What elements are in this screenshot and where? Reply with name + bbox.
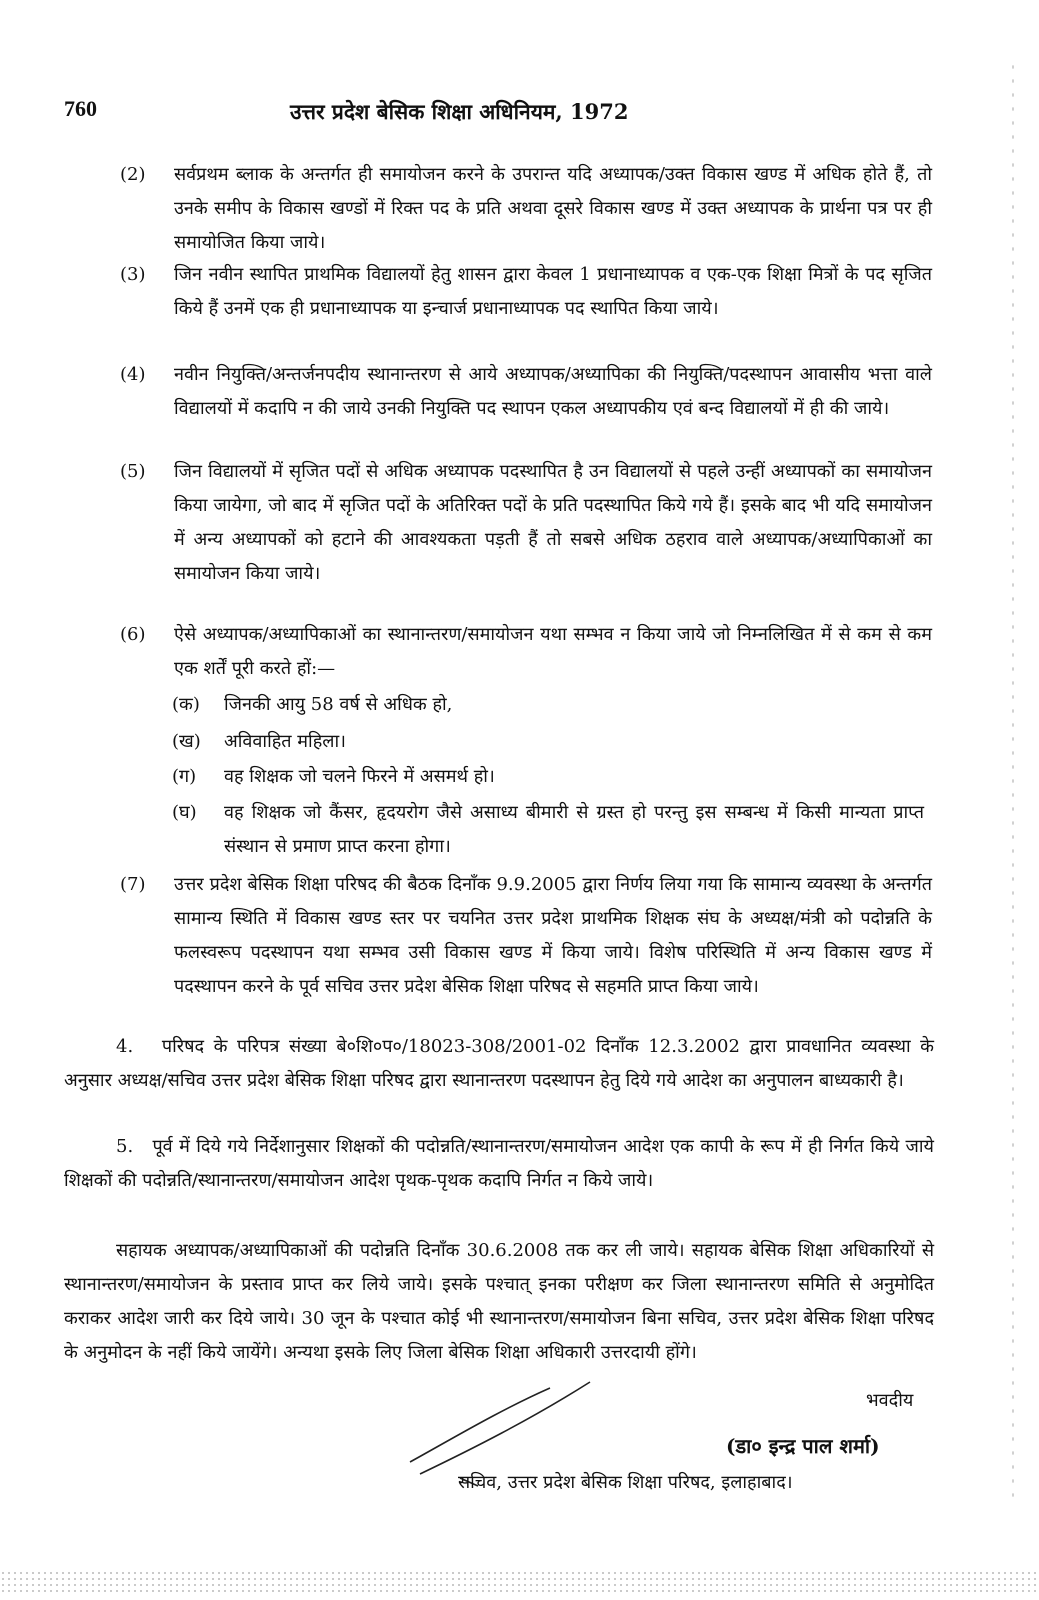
salutation: भवदीय <box>866 1390 914 1411</box>
paragraph-4 <box>64 1030 934 1098</box>
item-text: जिन नवीन स्थापित प्राथमिक विद्यालयों हेतु शासन द्वारा केवल 1 प्रधानाध्यापक व एक-एक शिक्षा मित्रों के पद सृजित किये हैं उनमें एक ही प्रधानाध्यापक या इन्चार्ज प्रधानाध्यापक पद स्थापित किया जाये। <box>174 264 932 319</box>
item-text: नवीन नियुक्ति/अन्तर्जनपदीय स्थानान्तरण से आये अध्यापक/अध्यापिका की नियुक्ति/पदस्थापन आवासीय भत्ता वाले विद्यालयों में कदापि न की जाये उनकी नियुक्ति पद स्थापन एकल अध्यापकीय एवं बन्द विद्यालयों में ही की जाये। <box>174 364 932 419</box>
sub-item-text: वह शिक्षक जो चलने फिरने में असमर्थ हो। <box>224 766 495 787</box>
sub-item-number: (घ) <box>172 802 197 823</box>
signatory-name: (डा० इन्द्र पाल शर्मा) <box>726 1434 880 1458</box>
item-text: सर्वप्रथम ब्लाक के अन्तर्गत ही समायोजन करने के उपरान्त यदि अध्यापक/उक्त विकास खण्ड में अधिक होते हैं, तो उनके समीप के विकास खण्डों में रिक्त पद के प्रति अथवा दूसरे विकास खण्ड में उक्त अध्यापक के प्रार्थना पत्र पर ही समायोजित किया जाये। <box>174 164 932 253</box>
item-number: (7) <box>120 874 146 895</box>
running-title: उत्तर प्रदेश बेसिक शिक्षा अधिनियम, 1972 <box>290 99 629 124</box>
paragraph-text: सहायक अध्यापक/अध्यापिकाओं की पदोन्नति दिनाँक 30.6.2008 तक कर ली जाये। सहायक बेसिक शिक्षा अधिकारियों से स्थानान्तरण/समायोजन के प्रस्ताव प्राप्त कर लिये जाये। इसके पश्चात् इनका परीक्षण कर जिला स्थानान्तरण समिति से अनुमोदित कराकर आदेश जारी कर दिये जाये। 30 जून के पश्चात कोई भी स्थानान्तरण/समायोजन बिना सचिव, उत्तर प्रदेश बेसिक शिक्षा परिषद के अनुमोदन के नहीं किये जायेंगे। अन्यथा इसके लिए जिला बेसिक शिक्षा अधिकारी उत्तरदायी होंगे। <box>64 1240 934 1363</box>
item-number: (6) <box>120 624 146 645</box>
item-text: ऐसे अध्यापक/अध्यापिकाओं का स्थानान्तरण/समायोजन यथा सम्भव न किया जाये जो निम्नलिखित में से कम से कम एक शर्तें पूरी करते हों:— <box>174 624 932 679</box>
item-text: जिन विद्यालयों में सृजित पदों से अधिक अध्यापक पदस्थापित है उन विद्यालयों से पहले उन्हीं अध्यापकों का समायोजन किया जायेगा, जो बाद में सृजित पदों के अतिरिक्त पदों के प्रति पदस्थापित किये गये हैं। इसके बाद भी यदि समायोजन में अन्य अध्यापकों को हटाने की आवश्यकता पड़ती हैं तो सबसे अधिक ठहराव वाले अध्यापक/अध्यापिकाओं का समायोजन किया जाये। <box>174 461 932 584</box>
sub-item-text: अविवाहित महिला। <box>224 731 346 752</box>
list-item <box>120 618 932 686</box>
scan-bottom-noise <box>0 1570 1039 1594</box>
list-item <box>120 868 932 1004</box>
paragraph-text: परिषद के परिपत्र संख्या बे०शि०प०/18023-308/2001-02 दिनाँक 12.3.2002 द्वारा प्रावधानित व्यवस्था के अनुसार अध्यक्ष/सचिव उत्तर प्रदेश बेसिक शिक्षा परिषद द्वारा स्थानान्तरण पदस्थापन हेतु दिये गये आदेश का अनुपालन बाध्यकारी है। <box>64 1036 934 1091</box>
scan-edge-noise <box>1010 60 1016 1500</box>
sub-list-item <box>172 796 924 864</box>
list-item <box>120 158 932 260</box>
sub-list-item <box>172 760 924 794</box>
paragraph-number: 5. <box>116 1136 134 1157</box>
paragraph-final <box>64 1234 934 1370</box>
item-number: (5) <box>120 461 146 482</box>
sub-item-text: वह शिक्षक जो कैंसर, हृदयरोग जैसे असाध्य बीमारी से ग्रस्त हो परन्तु इस सम्बन्ध में किसी मान्यता प्राप्त संस्थान से प्रमाण प्राप्त करना होगा। <box>224 802 924 857</box>
item-number: (3) <box>120 264 146 285</box>
paragraph-number: 4. <box>116 1036 134 1057</box>
signatory-designation: सचिव, उत्तर प्रदेश बेसिक शिक्षा परिषद, इलाहाबाद। <box>458 1472 793 1493</box>
sub-item-number: (ग) <box>172 766 197 787</box>
paragraph-text: पूर्व में दिये गये निर्देशानुसार शिक्षकों की पदोन्नति/स्थानान्तरण/समायोजन आदेश एक कापी के रूप में ही निर्गत किये जाये शिक्षकों की पदोन्नति/स्थानान्तरण/समायोजन आदेश पृथक-पृथक कदापि निर्गत न किये जाये। <box>64 1136 935 1191</box>
item-number: (4) <box>120 364 146 385</box>
sub-item-number: (ख) <box>172 731 201 752</box>
sub-list-item <box>172 688 924 722</box>
list-item <box>120 455 932 591</box>
page-number: 760 <box>64 96 97 121</box>
list-item <box>120 258 932 326</box>
paragraph-5 <box>64 1130 934 1198</box>
sub-list-item <box>172 725 924 759</box>
item-number: (2) <box>120 164 146 185</box>
sub-item-number: (क) <box>172 694 200 715</box>
item-text: उत्तर प्रदेश बेसिक शिक्षा परिषद की बैठक दिनाँक 9.9.2005 द्वारा निर्णय लिया गया कि सामान्य व्यवस्था के अन्तर्गत सामान्य स्थिति में विकास खण्ड स्तर पर चयनित उत्तर प्रदेश प्राथमिक शिक्षक संघ के अध्यक्ष/मंत्री को पदोन्नति के फलस्वरूप पदस्थापन यथा सम्भव उसी विकास खण्ड में किया जाये। विशेष परिस्थिति में अन्य विकास खण्ड में पदस्थापन करने के पूर्व सचिव उत्तर प्रदेश बेसिक शिक्षा परिषद से सहमति प्राप्त किया जाये। <box>174 874 932 997</box>
list-item <box>120 358 932 426</box>
sub-item-text: जिनकी आयु 58 वर्ष से अधिक हो, <box>224 694 453 715</box>
